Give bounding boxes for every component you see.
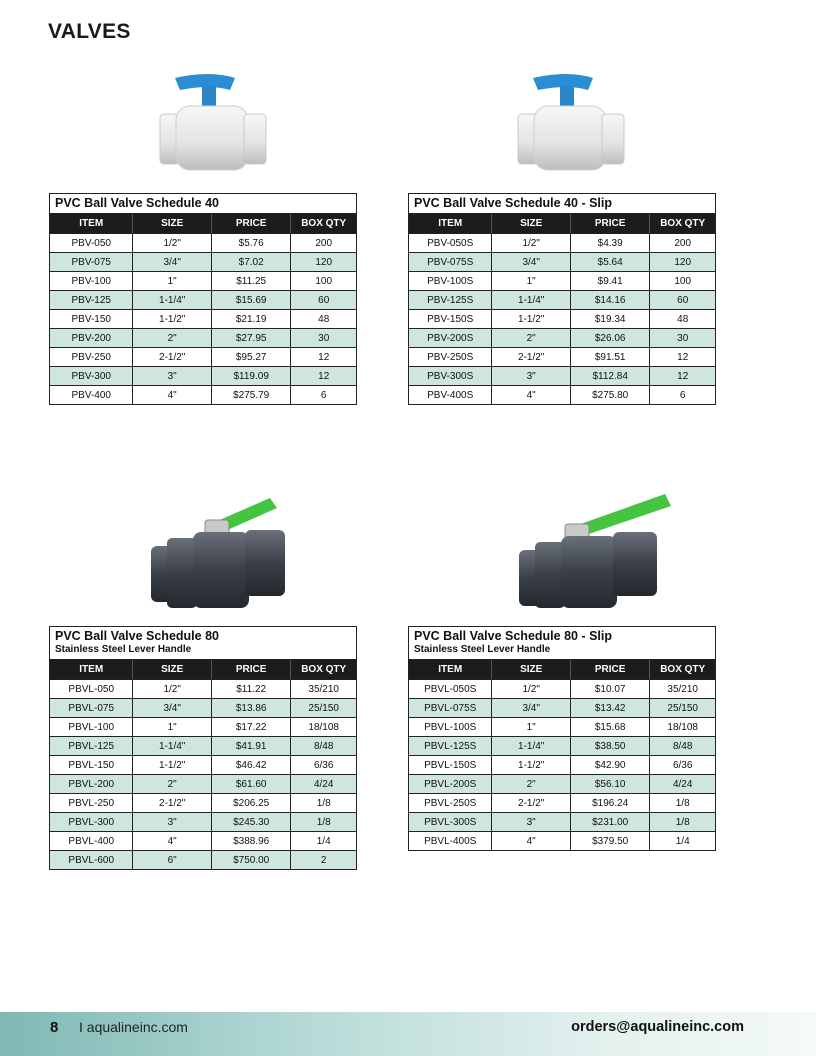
table-cell: PBVL-600 bbox=[50, 851, 133, 869]
table-row bbox=[409, 271, 715, 290]
table-cell: 120 bbox=[674, 256, 692, 268]
table-row bbox=[409, 252, 715, 271]
table-cell: PBVL-100 bbox=[50, 718, 133, 736]
table-cell: PBV-100 bbox=[50, 272, 133, 290]
table-cell: PBVL-400 bbox=[50, 832, 133, 850]
table-title-text: PVC Ball Valve Schedule 40 bbox=[55, 196, 219, 210]
table-row bbox=[50, 271, 356, 290]
table-cell: 1/2" bbox=[133, 680, 211, 698]
table-cell: PBV-300 bbox=[50, 367, 133, 385]
table-cell: 1-1/4" bbox=[133, 737, 211, 755]
table-cell: 4" bbox=[492, 832, 570, 850]
table-title-text: PVC Ball Valve Schedule 80 bbox=[55, 629, 219, 643]
table-subtitle: Stainless Steel Lever Handle bbox=[414, 644, 551, 655]
table-cell: PBV-400 bbox=[50, 386, 133, 404]
table-row bbox=[50, 698, 356, 717]
table-cell: PBV-150S bbox=[409, 310, 492, 328]
table-cell: 3" bbox=[492, 367, 570, 385]
table-header-row bbox=[50, 214, 356, 233]
table-row bbox=[409, 385, 715, 404]
table-row bbox=[409, 347, 715, 366]
table-cell: $11.25 bbox=[212, 272, 291, 290]
column-header: SIZE bbox=[133, 214, 211, 233]
table-cell: 1/2" bbox=[492, 234, 570, 252]
table-cell: $9.41 bbox=[571, 272, 650, 290]
table-cell: PBVL-200 bbox=[50, 775, 133, 793]
table-cell: $7.02 bbox=[212, 253, 291, 271]
table-cell: 1" bbox=[133, 718, 211, 736]
table-title-text: PVC Ball Valve Schedule 80 - Slip bbox=[414, 629, 612, 643]
table-cell: PBV-125S bbox=[409, 291, 492, 309]
table-row bbox=[50, 755, 356, 774]
table-row bbox=[409, 366, 715, 385]
table-cell: 3/4" bbox=[492, 699, 570, 717]
column-header: SIZE bbox=[133, 660, 211, 679]
table-title bbox=[409, 627, 715, 660]
table-cell: 2" bbox=[492, 775, 570, 793]
table-cell: 3/4" bbox=[133, 253, 211, 271]
table-row bbox=[50, 309, 356, 328]
table-cell: 60 bbox=[677, 294, 689, 306]
table-cell: 2 bbox=[320, 854, 327, 866]
table-cell: $245.30 bbox=[212, 813, 291, 831]
table-cell: 1/8 bbox=[675, 816, 690, 828]
table-cell: 1-1/4" bbox=[133, 291, 211, 309]
table-row bbox=[50, 385, 356, 404]
table-cell: PBV-075 bbox=[50, 253, 133, 271]
table-cell: 12 bbox=[677, 370, 689, 382]
table-cell: 2" bbox=[133, 329, 211, 347]
table-row bbox=[409, 755, 715, 774]
table-row bbox=[50, 774, 356, 793]
table-cell: 1/8 bbox=[316, 797, 331, 809]
table-row bbox=[50, 347, 356, 366]
column-header: PRICE bbox=[212, 660, 291, 679]
table-cell: PBV-300S bbox=[409, 367, 492, 385]
table-cell: 12 bbox=[318, 351, 330, 363]
table-cell: 18/108 bbox=[667, 721, 698, 733]
table-cell: PBV-075S bbox=[409, 253, 492, 271]
table-cell: PBV-400S bbox=[409, 386, 492, 404]
price-table bbox=[408, 193, 716, 405]
table-row bbox=[409, 774, 715, 793]
table-cell: PBV-100S bbox=[409, 272, 492, 290]
column-header: ITEM bbox=[409, 214, 492, 233]
table-cell: $388.96 bbox=[212, 832, 291, 850]
table-cell: 48 bbox=[677, 313, 689, 325]
table-cell: 3" bbox=[492, 813, 570, 831]
table-cell: 30 bbox=[318, 332, 330, 344]
table-cell: PBVL-250 bbox=[50, 794, 133, 812]
table-cell: 4" bbox=[133, 832, 211, 850]
table-cell: 200 bbox=[315, 237, 333, 249]
table-cell: 1-1/4" bbox=[492, 737, 570, 755]
table-cell: 1" bbox=[133, 272, 211, 290]
table-row bbox=[50, 233, 356, 252]
table-cell: $11.22 bbox=[212, 680, 291, 698]
table-cell: 200 bbox=[674, 237, 692, 249]
column-header: PRICE bbox=[571, 660, 650, 679]
table-cell: 2" bbox=[133, 775, 211, 793]
table-cell: $14.16 bbox=[571, 291, 650, 309]
table-cell: PBVL-075S bbox=[409, 699, 492, 717]
column-header: BOX QTY bbox=[660, 664, 706, 675]
table-row bbox=[409, 679, 715, 698]
table-cell: $19.34 bbox=[571, 310, 650, 328]
table-cell: PBVL-050 bbox=[50, 680, 133, 698]
table-cell: 6" bbox=[133, 851, 211, 869]
table-block-sched80 bbox=[49, 626, 357, 870]
table-cell: 4" bbox=[492, 386, 570, 404]
column-header: SIZE bbox=[492, 660, 570, 679]
table-cell: PBVL-250S bbox=[409, 794, 492, 812]
table-block-sched80-slip bbox=[408, 626, 716, 851]
table-row bbox=[409, 698, 715, 717]
table-cell: $13.42 bbox=[571, 699, 650, 717]
table-cell: 6 bbox=[320, 389, 327, 401]
table-block-sched40-slip bbox=[408, 193, 716, 405]
column-header: PRICE bbox=[571, 214, 650, 233]
table-cell: $42.90 bbox=[571, 756, 650, 774]
table-cell: 120 bbox=[315, 256, 333, 268]
table-cell: $15.68 bbox=[571, 718, 650, 736]
column-header: ITEM bbox=[50, 660, 133, 679]
table-cell: 4/24 bbox=[313, 778, 334, 790]
table-cell: $112.84 bbox=[571, 367, 650, 385]
table-cell: PBVL-150S bbox=[409, 756, 492, 774]
table-row bbox=[50, 679, 356, 698]
website-link[interactable]: I aqualineinc.com bbox=[79, 1019, 188, 1035]
table-cell: PBVL-075 bbox=[50, 699, 133, 717]
table-cell: $379.50 bbox=[571, 832, 650, 850]
table-cell: 8/48 bbox=[672, 740, 693, 752]
table-row bbox=[50, 850, 356, 869]
table-cell: $275.80 bbox=[571, 386, 650, 404]
table-header-row bbox=[50, 660, 356, 679]
table-cell: PBVL-050S bbox=[409, 680, 492, 698]
table-cell: 12 bbox=[318, 370, 330, 382]
table-cell: PBV-050 bbox=[50, 234, 133, 252]
table-cell: $10.07 bbox=[571, 680, 650, 698]
white-ball-valve-image bbox=[150, 70, 280, 175]
table-cell: PBV-125 bbox=[50, 291, 133, 309]
table-cell: 3" bbox=[133, 367, 211, 385]
table-cell: 2" bbox=[492, 329, 570, 347]
table-cell: $4.39 bbox=[571, 234, 650, 252]
white-ball-valve-slip-image bbox=[508, 70, 638, 175]
table-cell: 48 bbox=[318, 313, 330, 325]
table-cell: PBV-200 bbox=[50, 329, 133, 347]
table-cell: PBVL-125 bbox=[50, 737, 133, 755]
table-cell: 6/36 bbox=[313, 759, 334, 771]
table-cell: 1/8 bbox=[316, 816, 331, 828]
table-cell: $17.22 bbox=[212, 718, 291, 736]
table-row bbox=[50, 290, 356, 309]
table-cell: 2-1/2" bbox=[133, 348, 211, 366]
table-cell: $46.42 bbox=[212, 756, 291, 774]
table-cell: 18/108 bbox=[308, 721, 339, 733]
price-table bbox=[408, 626, 716, 851]
table-row bbox=[50, 328, 356, 347]
gray-ball-valve-slip-image bbox=[515, 490, 675, 610]
table-cell: PBV-200S bbox=[409, 329, 492, 347]
table-cell: $21.19 bbox=[212, 310, 291, 328]
email-link[interactable]: orders@aqualineinc.com bbox=[571, 1019, 744, 1035]
table-cell: 1/4 bbox=[316, 835, 331, 847]
table-title-text: PVC Ball Valve Schedule 40 - Slip bbox=[414, 196, 612, 210]
table-cell: 1-1/2" bbox=[133, 756, 211, 774]
table-cell: 100 bbox=[315, 275, 333, 287]
table-cell: 8/48 bbox=[313, 740, 334, 752]
table-row bbox=[50, 717, 356, 736]
table-cell: 6 bbox=[679, 389, 686, 401]
table-title bbox=[50, 194, 356, 214]
table-cell: $750.00 bbox=[212, 851, 291, 869]
column-header: PRICE bbox=[212, 214, 291, 233]
gray-ball-valve-image bbox=[145, 490, 295, 610]
table-row bbox=[409, 328, 715, 347]
table-row bbox=[50, 736, 356, 755]
table-cell: $275.79 bbox=[212, 386, 291, 404]
table-cell: PBV-250 bbox=[50, 348, 133, 366]
table-row bbox=[50, 831, 356, 850]
table-cell: $5.76 bbox=[212, 234, 291, 252]
table-subtitle: Stainless Steel Lever Handle bbox=[55, 644, 192, 655]
table-cell: $15.69 bbox=[212, 291, 291, 309]
table-cell: 25/150 bbox=[667, 702, 698, 714]
table-row bbox=[409, 233, 715, 252]
table-cell: 60 bbox=[318, 294, 330, 306]
table-cell: PBVL-300 bbox=[50, 813, 133, 831]
table-cell: $95.27 bbox=[212, 348, 291, 366]
table-cell: $27.95 bbox=[212, 329, 291, 347]
page-footer bbox=[0, 1012, 816, 1056]
price-table bbox=[49, 193, 357, 405]
table-cell: 100 bbox=[674, 275, 692, 287]
table-cell: PBVL-200S bbox=[409, 775, 492, 793]
table-cell: 1-1/2" bbox=[492, 756, 570, 774]
table-cell: 3/4" bbox=[133, 699, 211, 717]
table-row bbox=[409, 793, 715, 812]
table-cell: 1" bbox=[492, 718, 570, 736]
column-header: BOX QTY bbox=[301, 218, 347, 229]
table-cell: PBV-050S bbox=[409, 234, 492, 252]
table-cell: PBVL-400S bbox=[409, 832, 492, 850]
column-header: SIZE bbox=[492, 214, 570, 233]
table-title bbox=[50, 627, 356, 660]
table-cell: $206.25 bbox=[212, 794, 291, 812]
table-cell: 1/2" bbox=[133, 234, 211, 252]
table-cell: 1-1/4" bbox=[492, 291, 570, 309]
table-cell: PBVL-300S bbox=[409, 813, 492, 831]
table-cell: 30 bbox=[677, 332, 689, 344]
table-row bbox=[409, 290, 715, 309]
table-row bbox=[409, 831, 715, 850]
table-cell: 2-1/2" bbox=[492, 794, 570, 812]
table-cell: PBVL-125S bbox=[409, 737, 492, 755]
table-cell: 2-1/2" bbox=[133, 794, 211, 812]
table-row bbox=[409, 717, 715, 736]
table-cell: $196.24 bbox=[571, 794, 650, 812]
table-cell: 4" bbox=[133, 386, 211, 404]
column-header: BOX QTY bbox=[301, 664, 347, 675]
table-cell: 35/210 bbox=[667, 683, 698, 695]
table-row bbox=[409, 736, 715, 755]
table-cell: 3" bbox=[133, 813, 211, 831]
table-row bbox=[50, 252, 356, 271]
table-cell: PBV-250S bbox=[409, 348, 492, 366]
table-cell: PBVL-100S bbox=[409, 718, 492, 736]
table-cell: 1/8 bbox=[675, 797, 690, 809]
table-header-row bbox=[409, 660, 715, 679]
table-cell: 6/36 bbox=[672, 759, 693, 771]
table-row bbox=[50, 366, 356, 385]
table-cell: 25/150 bbox=[308, 702, 339, 714]
table-cell: 12 bbox=[677, 351, 689, 363]
table-cell: 2-1/2" bbox=[492, 348, 570, 366]
table-cell: 1-1/2" bbox=[133, 310, 211, 328]
table-title bbox=[409, 194, 715, 214]
column-header: ITEM bbox=[50, 214, 133, 233]
table-cell: $119.09 bbox=[212, 367, 291, 385]
table-row bbox=[50, 812, 356, 831]
table-row bbox=[50, 793, 356, 812]
table-cell: 35/210 bbox=[308, 683, 339, 695]
column-header: BOX QTY bbox=[660, 218, 706, 229]
table-cell: 1" bbox=[492, 272, 570, 290]
table-cell: 1/2" bbox=[492, 680, 570, 698]
column-header: ITEM bbox=[409, 660, 492, 679]
table-cell: 1-1/2" bbox=[492, 310, 570, 328]
table-cell: $41.91 bbox=[212, 737, 291, 755]
page-title: VALVES bbox=[48, 20, 131, 43]
table-cell: $231.00 bbox=[571, 813, 650, 831]
table-cell: PBVL-150 bbox=[50, 756, 133, 774]
page-number: 8 bbox=[50, 1019, 59, 1036]
table-cell: $38.50 bbox=[571, 737, 650, 755]
price-table bbox=[49, 626, 357, 870]
table-cell: $26.06 bbox=[571, 329, 650, 347]
table-cell: $5.64 bbox=[571, 253, 650, 271]
table-row bbox=[409, 309, 715, 328]
table-cell: $13.86 bbox=[212, 699, 291, 717]
table-cell: 4/24 bbox=[672, 778, 693, 790]
table-cell: 3/4" bbox=[492, 253, 570, 271]
table-cell: 1/4 bbox=[675, 835, 690, 847]
table-header-row bbox=[409, 214, 715, 233]
table-cell: PBV-150 bbox=[50, 310, 133, 328]
table-row bbox=[409, 812, 715, 831]
table-block-sched40 bbox=[49, 193, 357, 405]
table-cell: $91.51 bbox=[571, 348, 650, 366]
table-cell: $56.10 bbox=[571, 775, 650, 793]
table-cell: $61.60 bbox=[212, 775, 291, 793]
